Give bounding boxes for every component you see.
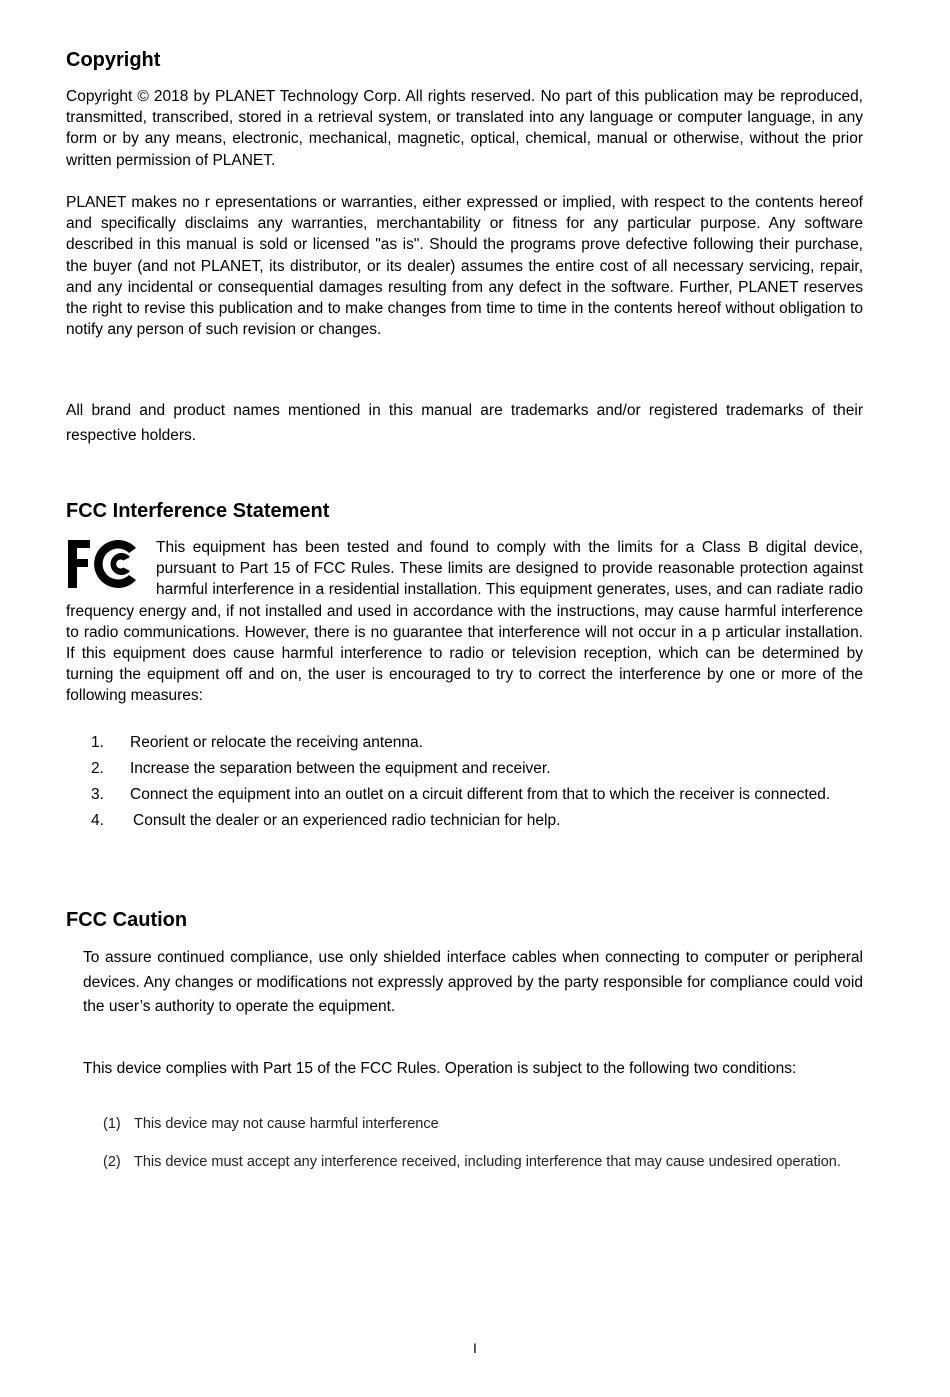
list-item — [103, 1112, 863, 1136]
list-item-number: (1) — [103, 1116, 121, 1132]
list-item — [91, 783, 863, 808]
page-number: I — [473, 1340, 477, 1356]
list-item-text: This device may not cause harmful interference — [134, 1116, 439, 1132]
list-item — [91, 731, 863, 756]
copyright-paragraph-2: PLANET makes no r epresentations or warranties, either expressed or implied, with respect to the contents hereof and specifically disclaims any warranties, merchantability or fitness for any particular purpose. Any software described in this manual is sold or licensed "as is". Should the programs prove defective following their purchase, the buyer (and not PLANET, its distributor, or its dealer) assumes the entire cost of all necessary servicing, repair, and any incidental or consequential damages resulting from any defect in the software. Further, PLANET reserves the right to revise this publication and to make changes from time to time in the contents hereof without obligation to notify any person of such revision or changes. — [66, 194, 863, 339]
fcc-caution-heading: FCC Caution — [66, 909, 188, 931]
list-item-text: Consult the dealer or an experienced radio technician for help. — [133, 812, 561, 829]
copyright-paragraph-1: Copyright © 2018 by PLANET Technology Corp. All rights reserved. No part of this publication may be reproduced, transmitted, transcribed, stored in a retrieval system, or translated into any language or computer language, in any form or by any means, electronic, mechanical, magnetic, optical, chemical, manual or otherwise, without the prior written permission of PLANET. — [66, 88, 863, 169]
fcc-measures-list — [91, 731, 863, 835]
list-item-number: 2. — [91, 760, 104, 777]
fcc-statement-heading: FCC Interference Statement — [66, 500, 330, 522]
list-item-number: 4. — [91, 812, 104, 829]
fcc-conditions-list — [103, 1112, 863, 1174]
copyright-heading: Copyright — [66, 49, 161, 71]
fcc-statement-text: This equipment has been tested and found to comply with the limits for a Class B digital device, pursuant to Part 15 of FCC Rules. These limits are designed to provide reasonable protection against harmful interference in a residential installation. This equipment generates, uses, and can radiate radio frequency energy and, if not installed and used in accordance with the instructions, may cause harmful interference to radio communications. However, there is no guarantee that interference will not occur in a p articular installation. If this equipment does cause harmful interference to radio or television reception, which can be determined by turning the equipment off and on, the user is encouraged to try to correct the interference by one or more of the following measures: — [66, 539, 863, 705]
copyright-paragraph-3: All brand and product names mentioned in this manual are trademarks and/or registered trademarks of their respective holders. — [66, 402, 863, 444]
list-item — [91, 809, 863, 834]
list-item-number: (2) — [103, 1154, 121, 1170]
fcc-caution-paragraph-2: This device complies with Part 15 of the FCC Rules. Operation is subject to the following two conditions: — [83, 1060, 797, 1077]
fcc-statement-body — [66, 537, 863, 707]
list-item — [103, 1150, 863, 1174]
list-item-text: Connect the equipment into an outlet on a circuit different from that to which the receiver is connected. — [130, 786, 831, 803]
list-item — [91, 757, 863, 782]
list-item-number: 1. — [91, 734, 104, 751]
fcc-caution-paragraph-1: To assure continued compliance, use only shielded interface cables when connecting to computer or peripheral devices. Any changes or modifications not expressly approved by the party responsible for compliance could void the user’s authority to operate the equipment. — [83, 949, 863, 1015]
list-item-text: Increase the separation between the equipment and receiver. — [130, 760, 551, 777]
list-item-number: 3. — [91, 786, 104, 803]
list-item-text: This device must accept any interference received, including interference that may cause undesired operation. — [134, 1154, 841, 1170]
list-item-text: Reorient or relocate the receiving antenna. — [130, 734, 423, 751]
